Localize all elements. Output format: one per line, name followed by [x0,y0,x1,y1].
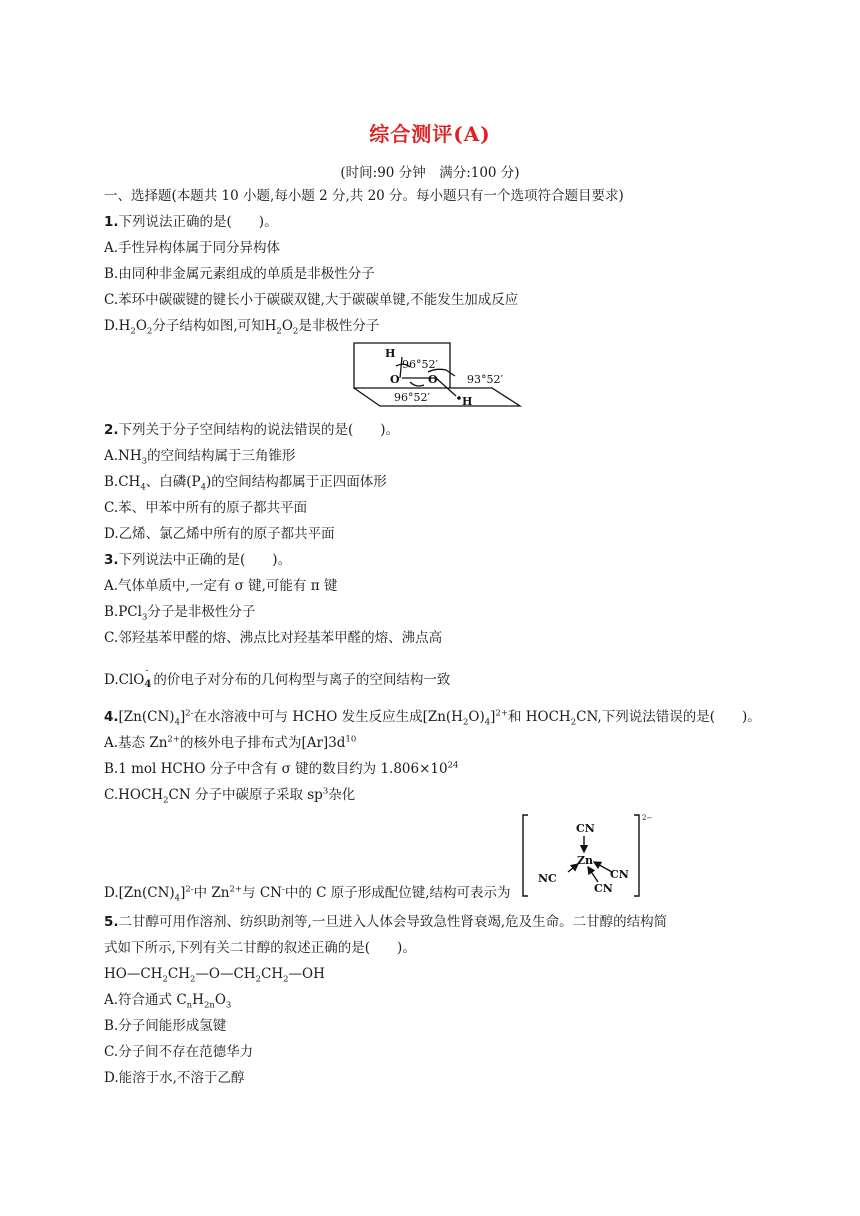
q5-stem-line-2: 式如下所示,下列有关二甘醇的叙述正确的是( )。 [104,940,416,956]
q4-option-a [104,734,356,752]
left-bracket [523,815,528,896]
q5-formula-4: CH [261,966,284,982]
q1-option-c: C.苯环中碳碳键的键长小于碳碳双键,大于碳碳单键,不能发生加成反应 [104,292,519,308]
q4-a-text-1: A.基态 Zn [104,735,168,751]
q2-a-sub: 3 [141,456,148,467]
q1-number: 1. [104,214,119,230]
section-heading: 一、选择题(本题共 10 小题,每小题 2 分,共 20 分。每小题只有一个选项符合题目要求) [104,188,624,204]
q1-stem-text: 下列说法正确的是( )。 [118,214,278,230]
q3-option-d [104,666,451,690]
q4-number: 4. [104,709,119,725]
q5-formula-2: CH [167,966,190,982]
q4-stem [104,708,761,726]
q3-d-supsub [144,666,153,690]
page-title: 综合测评(A) [369,122,491,146]
q5-a-text-1: A.符合通式 C [104,992,187,1008]
q1-d-sub-3: 2 [276,326,282,337]
q4-d-sup-2: 2+ [229,884,243,895]
q3-b-text-1: B.PCl [104,604,142,620]
q5-stem-line-1 [104,913,667,931]
plane-bottom [354,388,520,406]
q4-stem-sub-1: 4 [174,717,180,728]
q5-formula-sub-3: 2 [255,974,261,985]
q1-option-d [104,317,379,335]
q2-option-b [104,473,387,491]
ligand-cn-right: CN [610,868,629,881]
q4-c-text-1: C.HOCH [104,787,164,803]
q4-stem-7: CN,下列说法错误的是( )。 [576,709,761,725]
q2-b-text-1: B.CH [104,474,141,490]
q2-option-d: D.乙烯、氯乙烯中所有的原子都共平面 [104,526,335,542]
q4-option-b [104,760,458,778]
q5-a-text-3: O [214,992,226,1008]
q5-option-d: D.能溶于水,不溶于乙醇 [104,1070,245,1086]
q4-a-sup-1: 2+ [167,734,180,745]
q3-b-text-2: 分子是非极性分子 [147,604,256,620]
atom-o-right: O [428,373,438,386]
q4-c-text-3: 杂化 [328,787,356,803]
q4-c-text-2: CN 分子中碳原子采取 sp [168,787,323,803]
h2o2-structure-diagram [352,340,522,410]
q1-d-text-3: 分子结构如图,可知H [152,318,277,334]
q1-d-text-2: O [135,318,147,334]
q5-option-a [104,991,231,1009]
q5-formula-5: —OH [288,966,325,982]
q5-formula-sub-1: 2 [162,974,168,985]
q4-stem-sub-2: 2 [462,717,469,728]
q3-option-b [104,603,255,621]
q2-stem [104,421,399,439]
q1-d-text-1: D.H [104,318,131,334]
q4-a-sup-2: 10 [345,734,357,745]
q5-formula-sub-4: 2 [283,974,289,985]
angle-label-1: 96°52′ [402,358,438,371]
q4-d-sub: 4 [174,893,181,904]
q5-option-b: B.分子间能形成氢键 [104,1018,227,1034]
q4-stem-sub-3: 4 [484,717,491,728]
q5-a-sub-1: n [186,1000,193,1011]
q4-c-sup: 3 [322,786,329,797]
q5-number: 5. [104,914,119,930]
q3-b-sub: 3 [141,612,148,623]
q4-b-sup: 24 [447,760,459,771]
q2-option-a [104,447,296,465]
q4-d-text-5: 中的 C 原子形成配位键,结构可表示为 [284,885,511,901]
angle-label-3: 96°52′ [394,391,430,404]
q4-a-text-2: 的核外电子排布式为[Ar]3d [179,735,346,751]
q2-b-sub-1: 4 [140,482,146,493]
bond-bottom-cn [588,867,598,882]
q3-d-sub: 4 [144,679,152,690]
q2-option-c: C.苯、甲苯中所有的原子都共平面 [104,500,308,516]
q3-stem [104,551,291,569]
q2-stem-text: 下列关于分子空间结构的说法错误的是( )。 [118,422,400,438]
q4-stem-sub-4: 2 [570,717,577,728]
q3-option-a: A.气体单质中,一定有 σ 键,可能有 π 键 [104,578,338,594]
atom-h-bottom: H [462,395,473,408]
ligand-nc-left: NC [538,872,557,885]
q1-d-sub-2: 2 [146,326,153,337]
exam-time-score: (时间:90 分钟 满分:100 分) [340,165,520,181]
complex-charge: 2− [642,814,653,822]
q4-c-sub: 2 [163,795,169,806]
q4-stem-sup-1: 2- [185,708,194,719]
q5-a-sub-3: 3 [225,1000,232,1011]
q4-d-sup-3: - [281,884,285,895]
q4-stem-2: ] [179,709,186,725]
bond-o-h-right [436,378,456,396]
q2-b-text-3: )的空间结构都属于正四面体形 [206,474,387,490]
q2-number: 2. [104,422,119,438]
q4-d-text-4: 与 CN [242,885,282,901]
q1-option-b: B.由同种非金属元素组成的单质是非极性分子 [104,266,375,282]
q4-d-sup-1: 2- [185,884,194,895]
zn-cn-complex-diagram [520,812,660,902]
q1-option-a: A.手性异构体属于同分异构体 [104,240,281,256]
q4-stem-3: 在水溶液中可与 HCHO 发生反应生成[Zn(H [193,709,463,725]
h-bottom-dot [457,396,461,400]
q3-stem-text: 下列说法中正确的是( )。 [118,552,292,568]
q4-option-c [104,786,355,804]
q5-stem-text-1: 二甘醇可用作溶剂、纺织助剂等,一旦进入人体会导致急性肾衰竭,危及生命。二甘醇的结构简 [118,914,668,930]
q3-number: 3. [104,552,119,568]
q4-stem-6: 和 HOCH [507,709,571,725]
q3-d-sup: - [145,666,149,676]
q4-stem-5: ] [490,709,496,725]
q4-d-text-3: 中 Zn [193,885,230,901]
right-bracket [634,815,639,896]
q4-stem-1: [Zn(CN) [118,709,175,725]
q4-b-text: B.1 mol HCHO 分子中含有 σ 键的数目约为 1.806×10 [104,761,448,777]
q4-d-text-1: D.[Zn(CN) [104,885,175,901]
q5-a-sub-2: 2n [203,1000,215,1011]
q4-stem-sup-2: 2+ [495,708,508,719]
angle-label-2: 93°52′ [467,373,503,386]
q5-option-c: C.分子间不存在范德华力 [104,1044,254,1060]
q1-stem [104,213,278,231]
q1-d-text-4: O [281,318,293,334]
q2-a-text-1: A.NH [104,448,142,464]
atom-zn: Zn [577,854,594,867]
q1-d-sub-1: 2 [130,326,136,337]
q2-b-text-2: 、白磷(P [145,474,201,490]
q5-formula-sub-2: 2 [189,974,196,985]
q1-d-sub-4: 2 [292,326,299,337]
q5-structural-formula [104,965,325,983]
angle-arc-3 [410,382,424,386]
q3-d-text-2: 的价电子对分布的几何构型与离子的空间结构一致 [153,672,451,688]
atom-o-left: O [390,373,400,386]
q4-stem-4: O) [468,709,485,725]
ligand-cn-bottom: CN [594,882,613,895]
atom-h-top: H [385,347,396,360]
ligand-cn-top: CN [576,822,595,835]
q3-d-text-1: D.ClO [104,672,145,688]
q1-d-text-5: 是非极性分子 [298,318,380,334]
q2-b-sub-2: 4 [200,482,207,493]
q5-formula-1: HO—CH [104,966,163,982]
q2-a-text-2: 的空间结构属于三角锥形 [147,448,296,464]
q5-a-text-2: H [192,992,204,1008]
q4-d-text-2: ] [180,885,186,901]
q3-option-c: C.邻羟基苯甲醛的熔、沸点比对羟基苯甲醛的熔、沸点高 [104,630,443,646]
q4-option-d [104,884,511,902]
q5-formula-3: —O—CH [195,966,256,982]
